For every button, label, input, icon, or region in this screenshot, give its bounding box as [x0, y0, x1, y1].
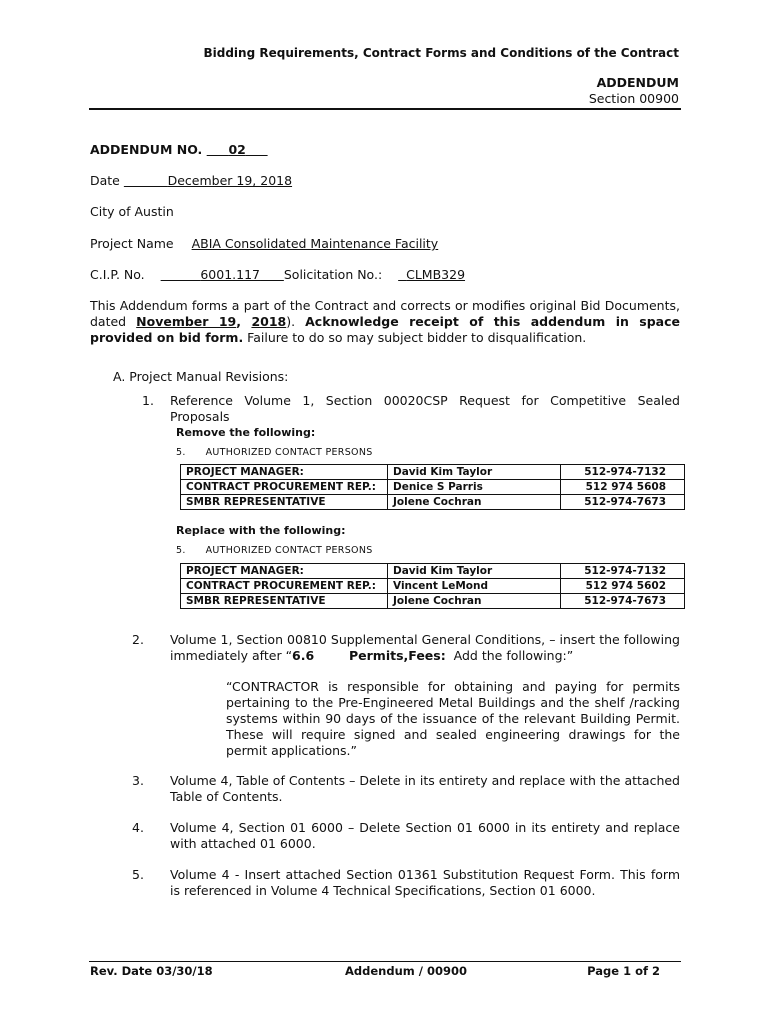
contacts-table-replace — [180, 563, 685, 609]
cip-label: C.I.P. No. — [90, 267, 145, 282]
date-value: December 19, 2018 — [167, 173, 293, 188]
addendum-number-value: 02 — [228, 142, 246, 157]
contacts-heading-remove: 5. AUTHORIZED CONTACT PERSONS — [176, 447, 373, 458]
project-label: Project Name — [90, 236, 174, 251]
running-header-title: Bidding Requirements, Contract Forms and Conditions of the Contract — [203, 46, 679, 60]
item-2-text — [170, 632, 680, 664]
table-row — [181, 594, 685, 609]
item-5-text: Volume 4 - Insert attached Section 01361 Substitution Request Form. This form is referenced in Volume 4 Technical Specifications, Section 01 6000. — [170, 867, 680, 898]
addendum-number-label: ADDENDUM NO. — [90, 142, 203, 157]
contact-role: CONTRACT PROCUREMENT REP.: — [181, 480, 388, 495]
item-5-number: 5. — [132, 867, 144, 882]
table-row — [181, 564, 685, 579]
footer-rev-date: Rev. Date 03/30/18 — [90, 964, 213, 978]
contact-phone: 512-974-7673 — [561, 495, 685, 510]
item-1-text: Reference Volume 1, Section 00020CSP Request for Competitive Sealed Proposals — [170, 393, 680, 424]
header-rule — [89, 108, 681, 110]
item-1-number: 1. — [142, 393, 154, 408]
solicitation-value: CLMB329 — [406, 267, 466, 282]
contact-name: Vincent LeMond — [388, 579, 561, 594]
intro-paragraph — [90, 298, 680, 346]
solicitation-label: Solicitation No.: — [283, 267, 383, 282]
intro-date-month: November 19 — [136, 314, 237, 329]
item-2-quote: “CONTRACTOR is responsible for obtaining and paying for permits pertaining to the Pre-Engineered Metal Buildings and the shelf /racking systems within 90 days of the issuance of the relevant Building Permit. These will require signed and sealed engineering drawings for the permit applications.” — [226, 679, 680, 758]
contact-role: CONTRACT PROCUREMENT REP.: — [181, 579, 388, 594]
contact-phone: 512 974 5608 — [561, 480, 685, 495]
table-row — [181, 579, 685, 594]
date-label: Date — [90, 173, 120, 188]
item-2-bold: 6.6 Permits,Fees: — [292, 648, 446, 663]
intro-text-3: Failure to do so may subject bidder to disqualification. — [243, 330, 587, 345]
table-row — [181, 480, 685, 495]
contact-name: David Kim Taylor — [388, 465, 561, 480]
contact-phone: 512-974-7132 — [561, 465, 685, 480]
contact-role: SMBR REPRESENTATIVE — [181, 594, 388, 609]
contact-name: David Kim Taylor — [388, 564, 561, 579]
addendum-heading: ADDENDUM — [596, 75, 679, 90]
project-line — [90, 236, 438, 251]
addendum-number-line — [90, 142, 268, 157]
cip-line — [90, 267, 465, 282]
intro-text-2: ). — [286, 314, 306, 329]
contact-role: SMBR REPRESENTATIVE — [181, 495, 388, 510]
project-value: ABIA Consolidated Maintenance Facility — [191, 236, 439, 251]
intro-comma: , — [236, 314, 252, 329]
contact-name: Jolene Cochran — [388, 594, 561, 609]
section-a-heading: A. Project Manual Revisions: — [113, 369, 289, 384]
footer-rule — [89, 961, 681, 962]
item-2-text-b: Add the following:” — [445, 648, 574, 663]
item-4-text: Volume 4, Section 01 6000 – Delete Section 01 6000 in its entirety and replace with attached 01 6000. — [170, 820, 680, 851]
section-number: Section 00900 — [588, 91, 679, 106]
intro-date-year: 2018 — [251, 314, 287, 329]
contact-phone: 512-974-7132 — [561, 564, 685, 579]
contact-phone: 512-974-7673 — [561, 594, 685, 609]
date-line — [90, 173, 292, 188]
contact-role: PROJECT MANAGER: — [181, 465, 388, 480]
item-2-text-a: Volume 1, Section 00810 Supplemental General Conditions, – insert the following immediately after “ — [170, 632, 680, 663]
footer-center: Addendum / 00900 — [345, 964, 467, 978]
table-row — [181, 465, 685, 480]
contacts-table-remove — [180, 464, 685, 510]
item-3-text: Volume 4, Table of Contents – Delete in its entirety and replace with the attached Table of Contents. — [170, 773, 680, 804]
contacts-heading-replace: 5. AUTHORIZED CONTACT PERSONS — [176, 545, 373, 556]
intro-acknowledge: Acknowledge receipt of this addendum in space provided on bid form. — [90, 314, 680, 345]
contact-name: Jolene Cochran — [388, 495, 561, 510]
remove-label: Remove the following: — [176, 426, 316, 439]
city-line: City of Austin — [90, 204, 174, 219]
item-4-number: 4. — [132, 820, 144, 835]
item-3-number: 3. — [132, 773, 144, 788]
contact-phone: 512 974 5602 — [561, 579, 685, 594]
item-2-number: 2. — [132, 632, 144, 647]
footer-page-number: Page 1 of 2 — [587, 964, 660, 978]
intro-text-1: This Addendum forms a part of the Contract and corrects or modifies original Bid Documents, dated — [90, 298, 680, 329]
replace-label: Replace with the following: — [176, 524, 346, 537]
cip-value: 6001.117 — [200, 267, 261, 282]
contact-name: Denice S Parris — [388, 480, 561, 495]
contact-role: PROJECT MANAGER: — [181, 564, 388, 579]
table-row — [181, 495, 685, 510]
